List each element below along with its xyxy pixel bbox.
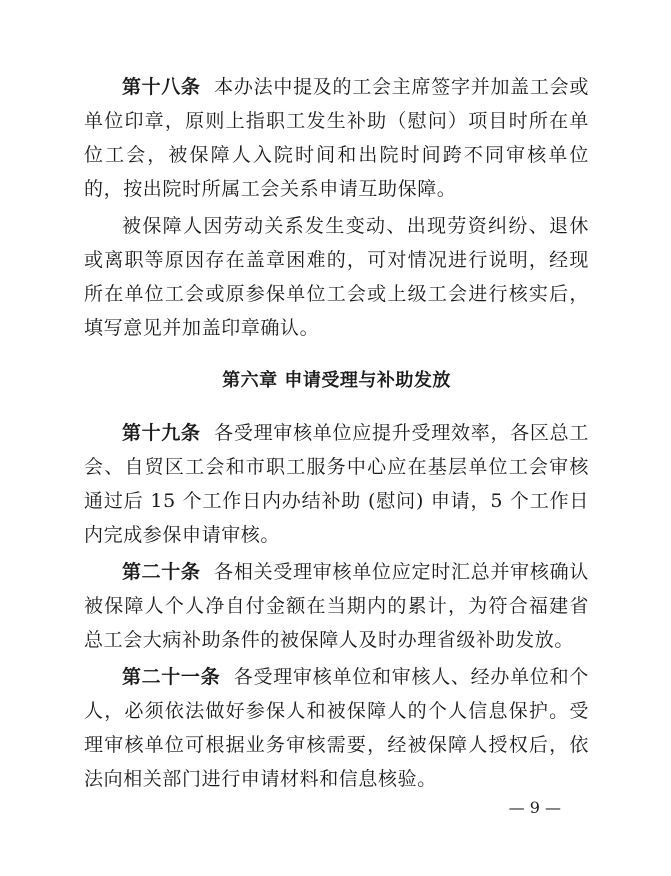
article-21-text: 各受理审核单位和审核人、经办单位和个人，必须依法做好参保人和被保障人的个人信息保护。受理审核单位可根据业务审核需要，经被保障人授权后，依法向相关部门进行申请材料和信息核验。: [84, 666, 589, 790]
article-18-text: 本办法中提及的工会主席签字并加盖工会或单位印章，原则上指职工发生补助（慰问）项目时所在单位工会，被保障人入院时间和出院时间跨不同审核单位的，按出院时所属工会关系申请互助保障。: [84, 76, 589, 200]
article-21-heading: 第二十一条: [122, 666, 221, 688]
page-number: — 9 —: [508, 798, 561, 817]
article-20: [84, 555, 589, 657]
document-body: [84, 70, 589, 796]
article-18: [84, 70, 589, 206]
chapter-6-title: 第六章 申请受理与补助发放: [222, 370, 451, 391]
article-19-heading: 第十九条: [122, 422, 201, 444]
article-18-paragraph-2: 被保障人因劳动关系发生变动、出现劳资纠纷、退休或离职等原因存在盖章困难的，可对情况进行说明，经现所在单位工会或原参保单位工会或上级工会进行核实后，填写意见并加盖印章确认。: [84, 215, 589, 339]
article-19: [84, 416, 589, 552]
article-20-heading: 第二十条: [122, 561, 201, 583]
article-19-text: 各受理审核单位应提升受理效率，各区总工会、自贸区工会和市职工服务中心应在基层单位工会审核通过后 15 个工作日内办结补助 (慰问) 申请，5 个工作日内完成参保申请审核。: [84, 422, 589, 546]
article-21: [84, 660, 589, 796]
article-20-text: 各相关受理审核单位应定时汇总并审核确认被保障人个人净自付金额在当期内的累计，为符合福建省总工会大病补助条件的被保障人及时办理省级补助发放。: [84, 561, 589, 651]
article-18-heading: 第十八条: [122, 76, 201, 98]
